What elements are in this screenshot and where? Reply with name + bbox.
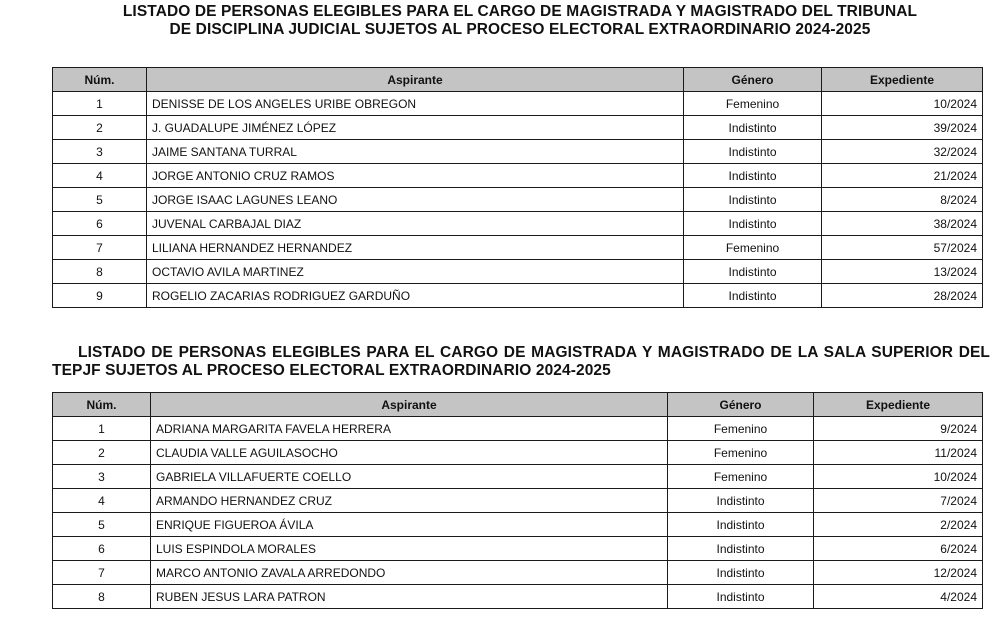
cell-expediente: 10/2024 [822, 92, 983, 116]
cell-num: 6 [53, 537, 151, 561]
cell-genero: Indistinto [684, 116, 822, 140]
table-row [53, 561, 983, 585]
cell-num: 7 [53, 561, 151, 585]
header-aspirante: Aspirante [147, 68, 684, 92]
cell-expediente: 7/2024 [814, 489, 983, 513]
cell-aspirante: ENRIQUE FIGUEROA ÁVILA [151, 513, 668, 537]
cell-genero: Indistinto [684, 164, 822, 188]
section1-title: LISTADO DE PERSONAS ELEGIBLES PARA EL CARGO DE MAGISTRADA Y MAGISTRADO DEL TRIBUNAL DE DISCIPLINA JUDICIAL SUJETOS AL PROCESO ELECTORAL EXTRAORDINARIO 2024-2025 [122, 3, 918, 38]
cell-genero: Indistinto [668, 513, 814, 537]
table-row [53, 513, 983, 537]
cell-genero: Indistinto [668, 537, 814, 561]
cell-expediente: 6/2024 [814, 537, 983, 561]
cell-genero: Indistinto [668, 489, 814, 513]
cell-genero: Indistinto [684, 140, 822, 164]
cell-expediente: 21/2024 [822, 164, 983, 188]
header-num: Núm. [53, 68, 147, 92]
table-row [53, 260, 983, 284]
cell-num: 9 [53, 284, 147, 308]
cell-aspirante: GABRIELA VILLAFUERTE COELLO [151, 465, 668, 489]
table-row [53, 236, 983, 260]
cell-expediente: 38/2024 [822, 212, 983, 236]
cell-aspirante: CLAUDIA VALLE AGUILASOCHO [151, 441, 668, 465]
table-row [53, 585, 983, 609]
cell-genero: Indistinto [684, 260, 822, 284]
cell-expediente: 8/2024 [822, 188, 983, 212]
cell-aspirante: ROGELIO ZACARIAS RODRIGUEZ GARDUÑO [147, 284, 684, 308]
cell-expediente: 32/2024 [822, 140, 983, 164]
table-row [53, 164, 983, 188]
cell-expediente: 11/2024 [814, 441, 983, 465]
table-row [53, 537, 983, 561]
cell-num: 2 [53, 441, 151, 465]
table-row [53, 212, 983, 236]
cell-genero: Femenino [684, 236, 822, 260]
cell-genero: Indistinto [684, 188, 822, 212]
cell-expediente: 12/2024 [814, 561, 983, 585]
table-row [53, 92, 983, 116]
tribunal-disciplina-table [52, 67, 983, 308]
cell-aspirante: JORGE ANTONIO CRUZ RAMOS [147, 164, 684, 188]
cell-aspirante: J. GUADALUPE JIMÉNEZ LÓPEZ [147, 116, 684, 140]
cell-num: 3 [53, 465, 151, 489]
header-num: Núm. [53, 393, 151, 417]
cell-num: 6 [53, 212, 147, 236]
cell-num: 4 [53, 164, 147, 188]
cell-genero: Femenino [668, 417, 814, 441]
cell-aspirante: ARMANDO HERNANDEZ CRUZ [151, 489, 668, 513]
cell-genero: Indistinto [684, 212, 822, 236]
cell-expediente: 28/2024 [822, 284, 983, 308]
table-row [53, 489, 983, 513]
header-expediente: Expediente [814, 393, 983, 417]
cell-expediente: 2/2024 [814, 513, 983, 537]
cell-aspirante: JUVENAL CARBAJAL DIAZ [147, 212, 684, 236]
cell-genero: Indistinto [668, 561, 814, 585]
cell-aspirante: LUIS ESPINDOLA MORALES [151, 537, 668, 561]
cell-genero: Indistinto [684, 284, 822, 308]
cell-aspirante: RUBEN JESUS LARA PATRON [151, 585, 668, 609]
header-genero: Género [668, 393, 814, 417]
header-aspirante: Aspirante [151, 393, 668, 417]
table-row [53, 417, 983, 441]
table-row [53, 284, 983, 308]
table-row [53, 441, 983, 465]
cell-num: 4 [53, 489, 151, 513]
cell-num: 8 [53, 585, 151, 609]
table-row [53, 140, 983, 164]
cell-expediente: 10/2024 [814, 465, 983, 489]
cell-expediente: 57/2024 [822, 236, 983, 260]
header-expediente: Expediente [822, 68, 983, 92]
cell-aspirante: OCTAVIO AVILA MARTINEZ [147, 260, 684, 284]
table-header-row [53, 68, 983, 92]
cell-aspirante: JORGE ISAAC LAGUNES LEANO [147, 188, 684, 212]
cell-num: 1 [53, 417, 151, 441]
table-row [53, 188, 983, 212]
cell-num: 3 [53, 140, 147, 164]
cell-num: 5 [53, 188, 147, 212]
cell-aspirante: JAIME SANTANA TURRAL [147, 140, 684, 164]
cell-expediente: 39/2024 [822, 116, 983, 140]
cell-genero: Femenino [668, 465, 814, 489]
cell-aspirante: ADRIANA MARGARITA FAVELA HERRERA [151, 417, 668, 441]
cell-num: 2 [53, 116, 147, 140]
cell-genero: Femenino [668, 441, 814, 465]
cell-genero: Femenino [684, 92, 822, 116]
cell-aspirante: LILIANA HERNANDEZ HERNANDEZ [147, 236, 684, 260]
sala-superior-table [52, 392, 983, 609]
table-header-row [53, 393, 983, 417]
cell-num: 5 [53, 513, 151, 537]
section2-title: LISTADO DE PERSONAS ELEGIBLES PARA EL CARGO DE MAGISTRADA Y MAGISTRADO DE LA SALA SUPERIOR DEL TEPJF SUJETOS AL PROCESO ELECTORAL EXTRAORDINARIO 2024-2025 [52, 344, 990, 379]
cell-num: 8 [53, 260, 147, 284]
cell-num: 7 [53, 236, 147, 260]
cell-expediente: 13/2024 [822, 260, 983, 284]
table-row [53, 465, 983, 489]
cell-expediente: 9/2024 [814, 417, 983, 441]
header-genero: Género [684, 68, 822, 92]
cell-aspirante: MARCO ANTONIO ZAVALA ARREDONDO [151, 561, 668, 585]
cell-num: 1 [53, 92, 147, 116]
cell-aspirante: DENISSE DE LOS ANGELES URIBE OBREGON [147, 92, 684, 116]
cell-genero: Indistinto [668, 585, 814, 609]
cell-expediente: 4/2024 [814, 585, 983, 609]
table-row [53, 116, 983, 140]
